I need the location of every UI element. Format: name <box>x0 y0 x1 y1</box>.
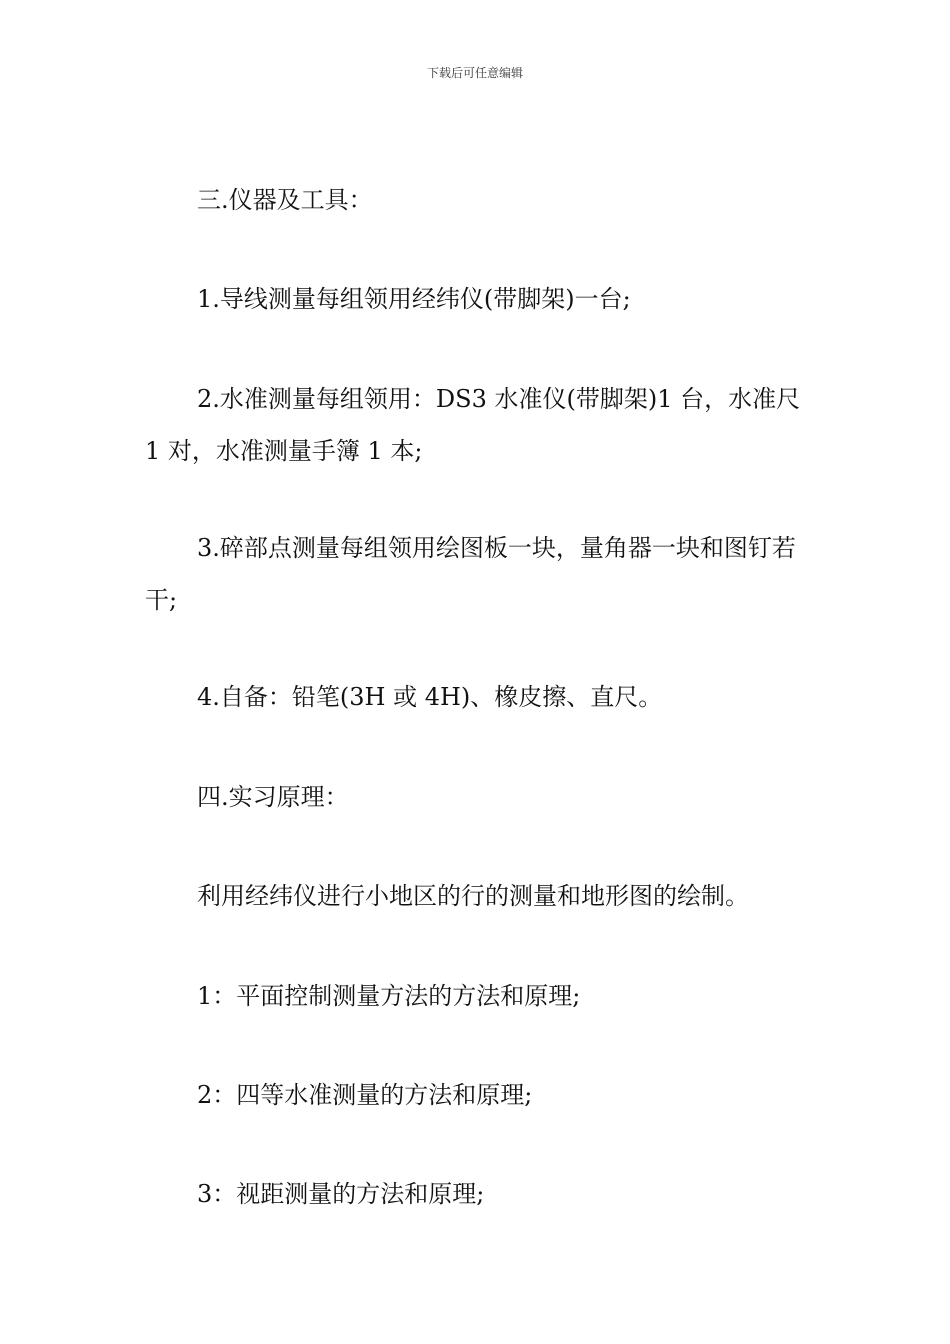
section-title-principle: 四.实习原理： <box>197 783 349 811</box>
paragraph-principle-2: 2：四等水准测量的方法和原理; <box>197 1081 533 1109</box>
page-header: 下载后可任意编辑 <box>426 66 523 80</box>
paragraph-principle-3: 3：视距测量的方法和原理; <box>197 1180 485 1208</box>
paragraph-principle-1: 1：平面控制测量方法的方法和原理; <box>197 982 581 1010</box>
paragraph-item-2: 2.水准测量每组领用：DS3 水准仪(带脚架)1 台，水准尺 1 对，水准测量手簿 1 本; <box>145 385 801 465</box>
section-title-instruments: 三.仪器及工具： <box>197 186 373 214</box>
paragraph-item-4: 4.自备：铅笔(3H 或 4H)、橡皮擦、直尺。 <box>197 683 663 711</box>
paragraph-principle-intro: 利用经纬仪进行小地区的行的测量和地形图的绘制。 <box>197 882 749 910</box>
paragraph-item-1: 1.导线测量每组领用经纬仪(带脚架)一台; <box>197 285 631 313</box>
paragraph-item-3: 3.碎部点测量每组领用绘图板一块，量角器一块和图钉若干; <box>145 534 796 614</box>
